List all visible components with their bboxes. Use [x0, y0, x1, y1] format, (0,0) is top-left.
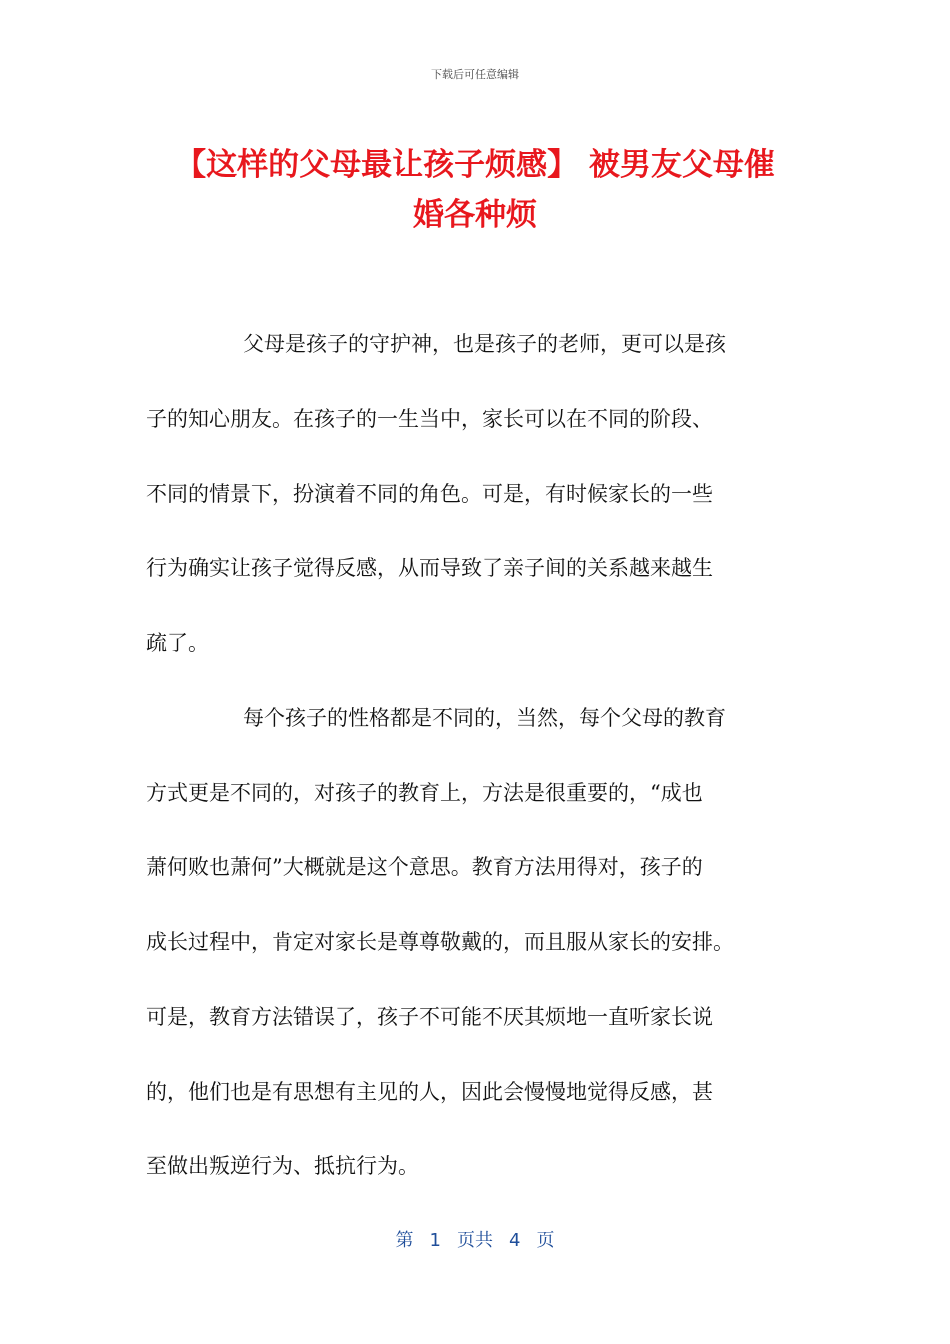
footer-middle: 页共: [457, 1230, 493, 1251]
paragraph-line: 不同的情景下，扮演着不同的角色。可是，有时候家长的一些: [146, 482, 713, 506]
header-note: 下载后可任意编辑: [431, 68, 519, 81]
footer-page-number: 1: [429, 1230, 441, 1251]
title-line-1: 【这样的父母最让孩子烦感】 被男友父母催: [175, 147, 775, 183]
footer-prefix: 第: [395, 1230, 414, 1251]
paragraph-line: 方式更是不同的，对孩子的教育上，方法是很重要的，“成也: [146, 781, 703, 805]
page-footer: [0, 1226, 950, 1252]
paragraph-line: 的，他们也是有思想有主见的人，因此会慢慢地觉得反感，甚: [146, 1080, 713, 1104]
paragraph-line: 疏了。: [146, 631, 209, 655]
paragraph-line: 行为确实让孩子觉得反感，从而导致了亲子间的关系越来越生: [146, 556, 713, 580]
document-title: [140, 140, 810, 240]
paragraph-line: 每个孩子的性格都是不同的，当然，每个父母的教育: [243, 706, 726, 730]
paragraph-line: 子的知心朋友。在孩子的一生当中，家长可以在不同的阶段、: [146, 407, 713, 431]
footer-suffix: 页: [536, 1230, 555, 1251]
paragraph-line: 至做出叛逆行为、抵抗行为。: [146, 1154, 419, 1178]
paragraph-line: 父母是孩子的守护神，也是孩子的老师，更可以是孩: [243, 332, 726, 356]
title-line-2: 婚各种烦: [413, 197, 537, 233]
paragraph-line: 可是，教育方法错误了，孩子不可能不厌其烦地一直听家长说: [146, 1005, 713, 1029]
paragraph-line: 成长过程中，肯定对家长是尊尊敬戴的，而且服从家长的安排。: [146, 930, 734, 954]
footer-total-pages: 4: [509, 1230, 521, 1251]
paragraph-line: 萧何败也萧何”大概就是这个意思。教育方法用得对，孩子的: [146, 855, 703, 879]
